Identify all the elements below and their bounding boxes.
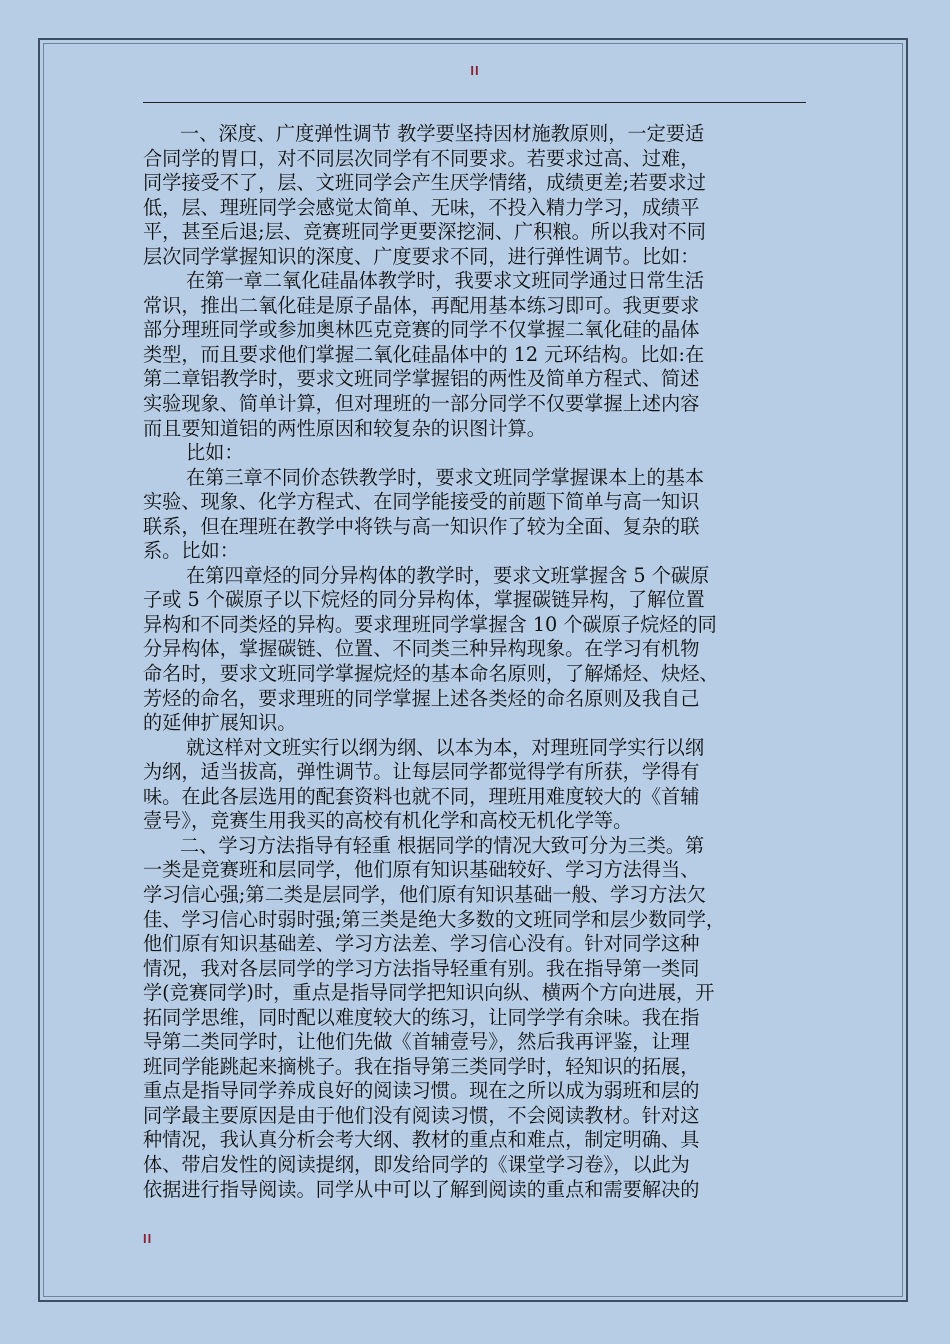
text-line: 比如： <box>186 441 244 465</box>
text-line: 低，层、理班同学会感觉太简单、无味，不投入精力学习，成绩平 <box>143 195 700 219</box>
text-line: 异构和不同类烃的异构。要求理班同学掌握含 10 个碳原子烷烃的同 <box>143 612 717 636</box>
text-line: 系。比如： <box>143 539 239 563</box>
text-line: 拓同学思维，同时配以难度较大的练习，让同学学有余味。我在指 <box>143 1005 700 1029</box>
text-line: 而且要知道铝的两性原因和较复杂的识图计算。 <box>143 416 546 440</box>
text-line: 平，甚至后退;层、竞赛班同学更要深挖洞、广积粮。所以我对不同 <box>143 220 706 244</box>
text-line: 第二章铝教学时，要求文班同学掌握铝的两性及简单方程式、简述 <box>143 367 700 391</box>
text-line: 合同学的胃口，对不同层次同学有不同要求。若要求过高、过难， <box>143 146 700 170</box>
text-line: 体、带启发性的阅读提纲，即发给同学的《课堂学习卷》，以此为 <box>143 1152 690 1176</box>
text-line: 层次同学掌握知识的深度、广度要求不同，进行弹性调节。比如： <box>143 244 700 268</box>
text-line: 佳、学习信心时弱时强;第三类是绝大多数的文班同学和层少数同学， <box>143 907 726 931</box>
text-line: 一类是竞赛班和层同学，他们原有知识基础较好、学习方法得当、 <box>143 858 700 882</box>
text-line: 分异构体，掌握碳链、位置、不同类三种异构现象。在学习有机物 <box>143 637 700 661</box>
text-line: 命名时，要求文班同学掌握烷烃的基本命名原则，了解烯烃、炔烃、 <box>143 662 719 686</box>
text-line: 种情况，我认真分析会考大纲、教材的重点和难点，制定明确、具 <box>143 1128 700 1152</box>
text-line: 在第一章二氧化硅晶体教学时，我要求文班同学通过日常生活 <box>186 269 705 293</box>
text-line: 情况，我对各层同学的学习方法指导轻重有别。我在指导第一类同 <box>143 956 700 980</box>
text-line: 学习信心强;第二类是层同学，他们原有知识基础一般、学习方法欠 <box>143 882 706 906</box>
text-line: 在第三章不同价态铁教学时，要求文班同学掌握课本上的基本 <box>186 465 705 489</box>
text-line: 学(竞赛同学)时，重点是指导同学把知识向纵、横两个方向进展，开 <box>143 981 715 1005</box>
header-rule <box>143 102 806 103</box>
text-line: 班同学能跳起来摘桃子。我在指导第三类同学时，轻知识的拓展， <box>143 1054 700 1078</box>
document-body <box>143 122 823 1202</box>
text-line: 为纲，适当拔高，弹性调节。让每层同学都觉得学有所获，学得有 <box>143 760 700 784</box>
text-line: 依据进行指导阅读。同学从中可以了解到阅读的重点和需要解决的 <box>143 1177 700 1201</box>
text-line: 联系，但在理班在教学中将铁与高一知识作了较为全面、复杂的联 <box>143 514 700 538</box>
text-line: 味。在此各层选用的配套资料也就不同，理班用难度较大的《首辅 <box>143 784 700 808</box>
text-line: 部分理班同学或参加奥林匹克竞赛的同学不仅掌握二氧化硅的晶体 <box>143 318 700 342</box>
text-line: 实验现象、简单计算，但对理班的一部分同学不仅要掌握上述内容 <box>143 392 700 416</box>
text-line: 一、深度、广度弹性调节 教学要坚持因材施教原则，一定要适 <box>180 122 705 145</box>
text-line: 同学最主要原因是由于他们没有阅读习惯，不会阅读教材。针对这 <box>143 1103 700 1127</box>
text-line: 他们原有知识基础差、学习方法差、学习信心没有。针对同学这种 <box>143 932 700 956</box>
text-line: 芳烃的命名，要求理班的同学掌握上述各类烃的命名原则及我自己 <box>143 686 700 710</box>
text-line: 重点是指导同学养成良好的阅读习惯。现在之所以成为弱班和层的 <box>143 1079 700 1103</box>
footer-mark: II <box>143 1231 153 1246</box>
text-line: 的延伸扩展知识。 <box>143 711 297 735</box>
text-line: 常识，推出二氧化硅是原子晶体，再配用基本练习即可。我更要求 <box>143 293 700 317</box>
text-line: 子或 5 个碳原子以下烷烃的同分异构体，掌握碳链异构，了解位置 <box>143 588 705 612</box>
header-mark: II <box>470 63 480 78</box>
text-line: 类型，而且要求他们掌握二氧化硅晶体中的 12 元环结构。比如:在 <box>143 342 705 366</box>
text-line: 导第二类同学时，让他们先做《首辅壹号》，然后我再评鉴，让理 <box>143 1030 690 1054</box>
text-line: 就这样对文班实行以纲为纲、以本为本，对理班同学实行以纲 <box>186 735 705 759</box>
text-line: 二、学习方法指导有轻重 根据同学的情况大致可分为三类。第 <box>180 833 705 857</box>
text-line: 同学接受不了，层、文班同学会产生厌学情绪，成绩更差;若要求过 <box>143 171 706 195</box>
text-line: 实验、现象、化学方程式、在同学能接受的前题下简单与高一知识 <box>143 490 700 514</box>
text-line: 壹号》，竞赛生用我买的高校有机化学和高校无机化学等。 <box>143 809 633 833</box>
text-line: 在第四章烃的同分异构体的教学时，要求文班掌握含 5 个碳原 <box>186 563 710 587</box>
